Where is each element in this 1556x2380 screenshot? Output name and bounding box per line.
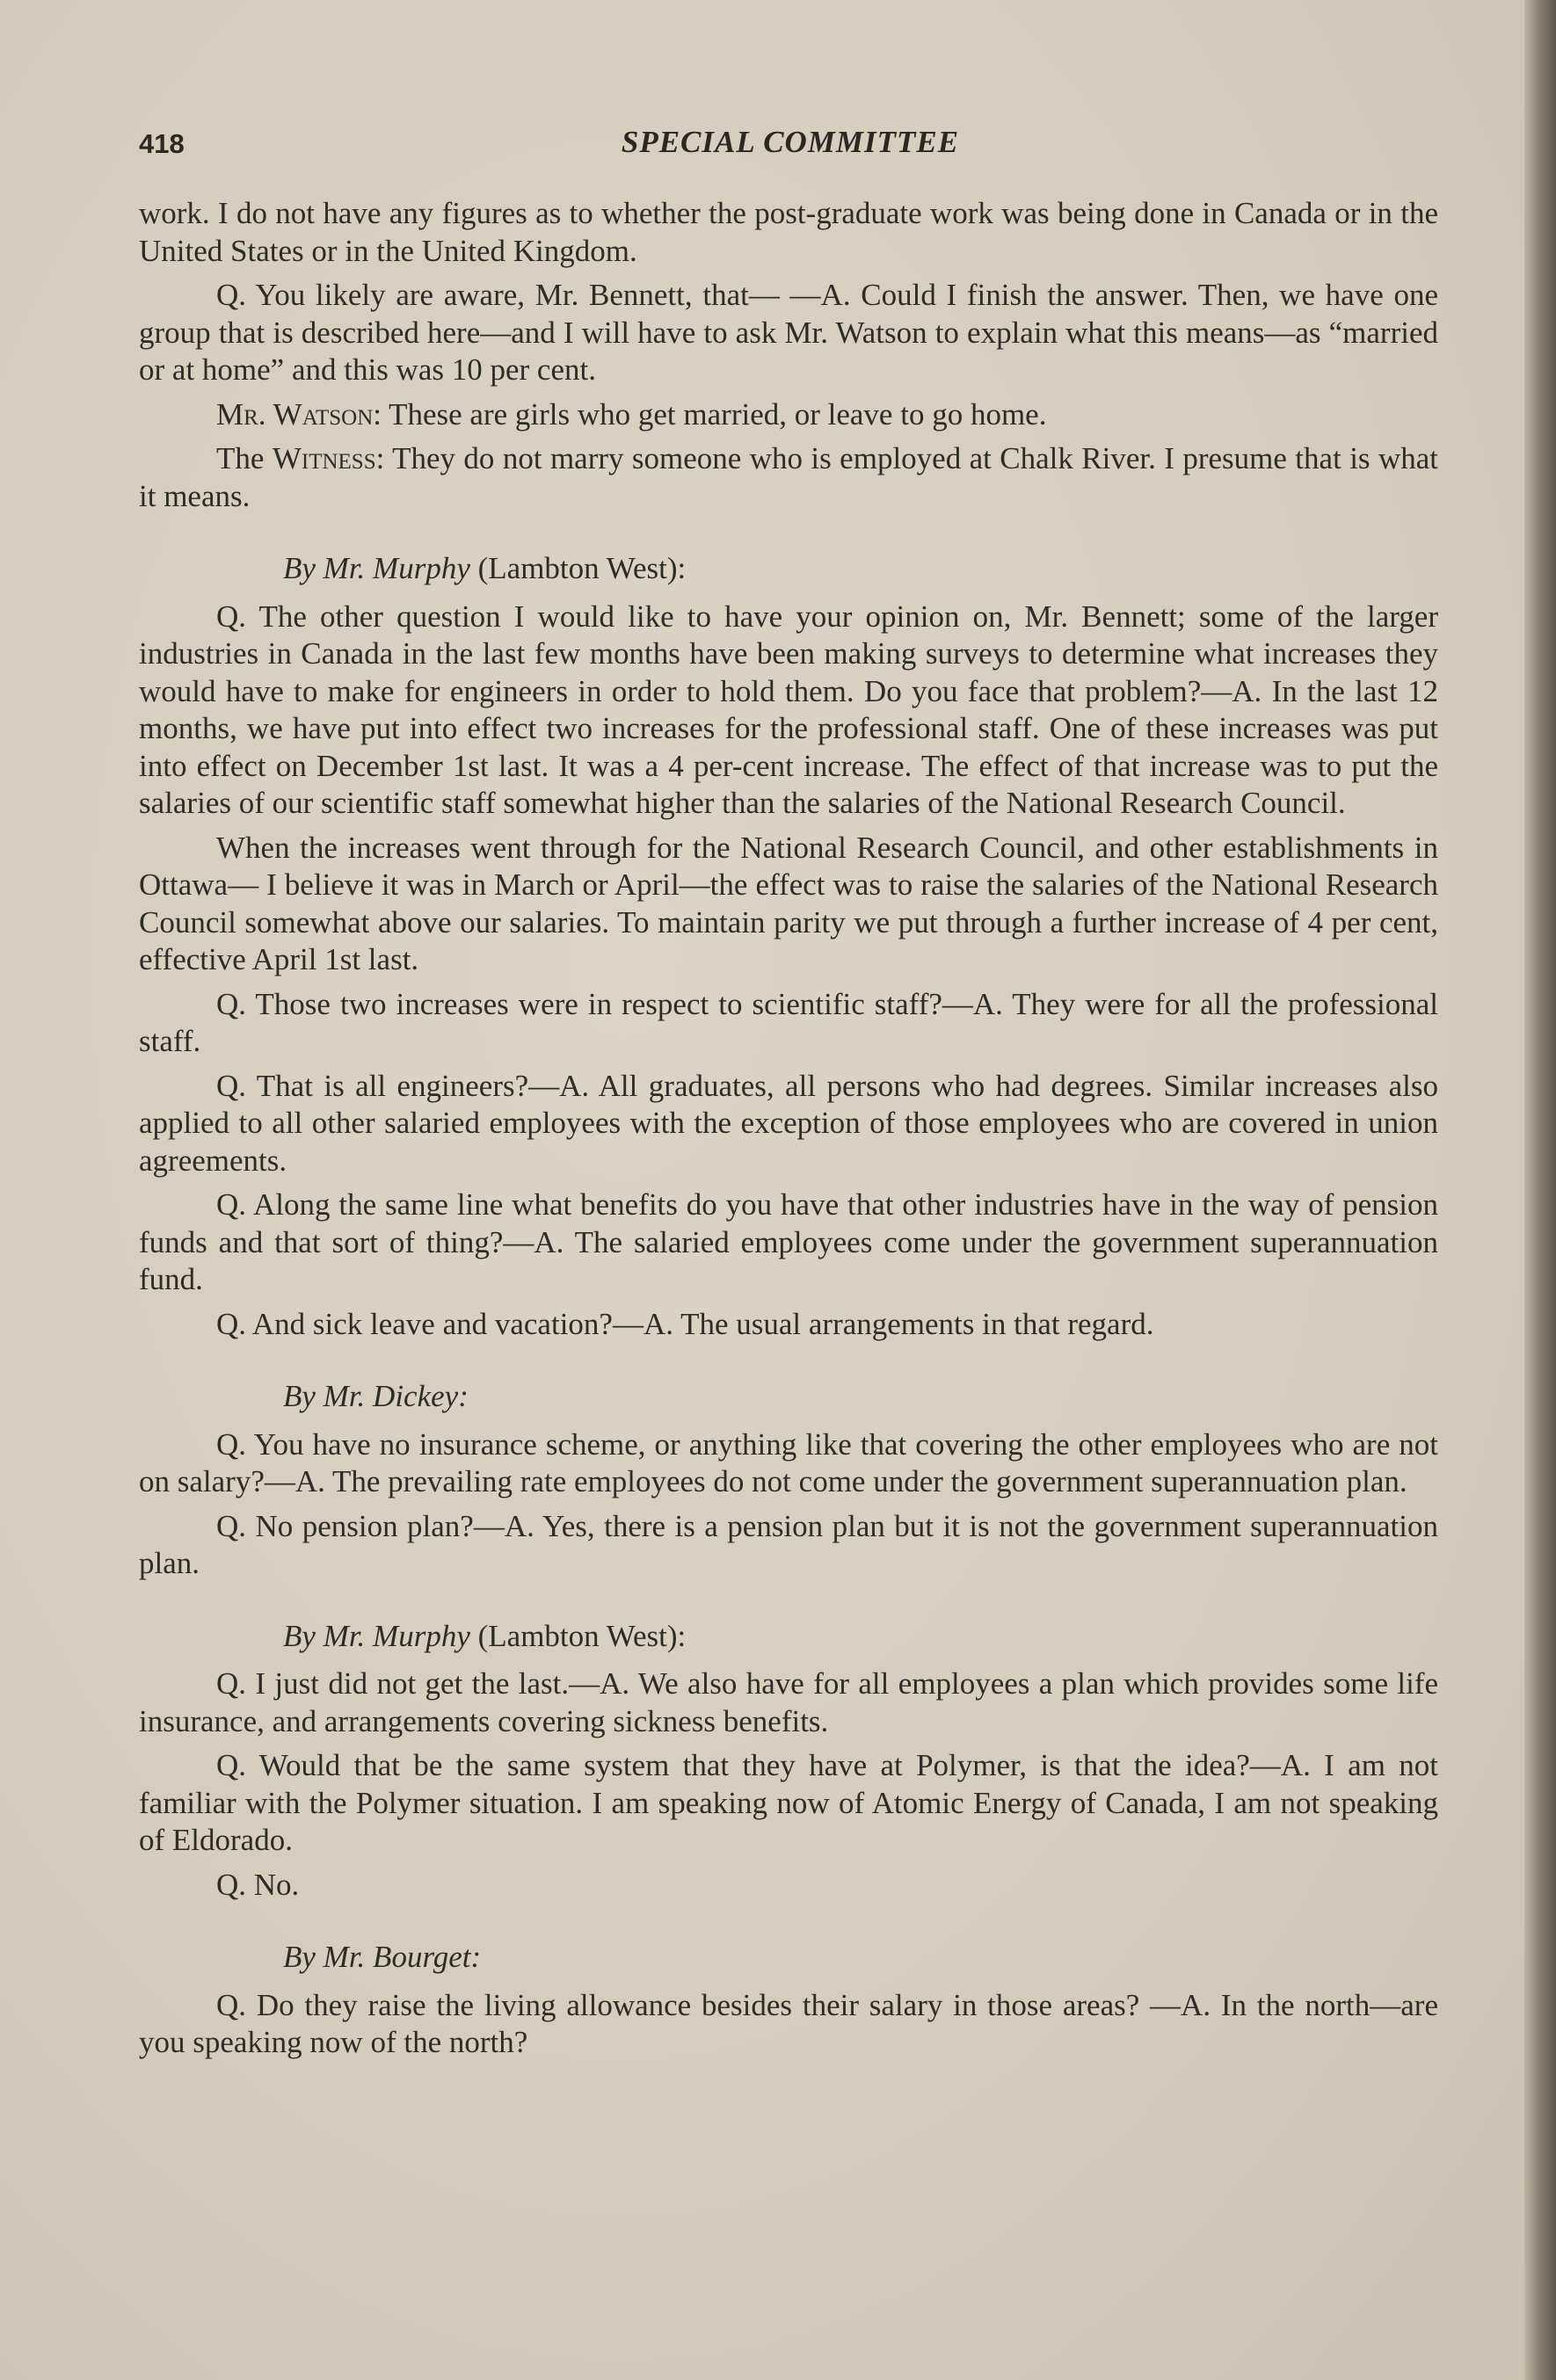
running-head: SPECIAL COMMITTEE xyxy=(621,125,960,159)
speaker-text: : These are girls who get married, or leave to go home. xyxy=(373,396,1047,432)
speaker-paragraph xyxy=(139,440,1438,515)
paragraph: Q. No pension plan?—A. Yes, there is a pension plan but it is not the government superannuation plan. xyxy=(139,1508,1438,1580)
paragraph: work. I do not have any figures as to whether the post-graduate work was being done in Canada or in the United States or in the United Kingdom. xyxy=(139,196,1438,268)
paragraph: Q. You likely are aware, Mr. Bennett, that— —A. Could I finish the answer. Then, we have one group that is described here—and I will have to ask Mr. Watson to explain what this means—as “married or at home” and this was 10 per cent. xyxy=(139,278,1438,387)
paragraph: Q. Do they raise the living allowance besides their salary in those areas? —A. In the north—are you speaking now of the north? xyxy=(139,1987,1438,2059)
examiner-name: By Mr. Bourget: xyxy=(283,1940,482,1974)
examiner-heading xyxy=(139,1618,1438,1656)
paragraph: Q. Along the same line what benefits do you have that other industries have in the way of pension funds and that sort of thing?—A. The salaried employees come under the government superannuation fund. xyxy=(139,1187,1438,1296)
paragraph: Q. Would that be the same system that they have at Polymer, is that the idea?—A. I am not familiar with the Polymer situation. I am speaking now of Atomic Energy of Canada, I am not speaking of Eldorado. xyxy=(139,1748,1438,1857)
page-number: 418 xyxy=(139,128,185,159)
paragraph: Q. That is all engineers?—A. All graduates, all persons who had degrees. Similar increases also applied to all other salaried employees with the exception of those employees who are covered in union agreements. xyxy=(139,1068,1438,1178)
speaker-name: Mr. Watson xyxy=(216,396,374,432)
examiner-riding: (Lambton West): xyxy=(469,1618,687,1653)
paragraph: Q. And sick leave and vacation?—A. The usual arrangements in that regard. xyxy=(216,1306,1154,1341)
paragraph: Q. I just did not get the last.—A. We also have for all employees a plan which provides some life insurance, and arrangements covering sickness benefits. xyxy=(139,1666,1438,1738)
examiner-heading xyxy=(139,550,1438,588)
paragraph: When the increases went through for the National Research Council, and other establishments in Ottawa— I believe it was in March or April—the effect was to raise the salaries of the National Research Council somewhat above our salaries. To maintain parity we put through a further increase of 4 per cent, effective April 1st last. xyxy=(139,830,1438,976)
examiner-heading xyxy=(139,1939,1438,1977)
speaker-text: : They do not marry someone who is employed at Chalk River. I presume that is what it means. xyxy=(139,441,1438,513)
paragraph: Q. You have no insurance scheme, or anything like that covering the other employees who are not on salary?—A. The prevailing rate employees do not come under the government superannuation plan. xyxy=(139,1426,1438,1498)
page-header xyxy=(139,125,1442,169)
speaker-prefix: The xyxy=(216,441,273,475)
paragraph: Q. Those two increases were in respect to scientific staff?—A. They were for all the professional staff. xyxy=(139,986,1438,1058)
examiner-heading xyxy=(139,1378,1438,1416)
body-text xyxy=(139,195,1438,2062)
examiner-name: By Mr. Murphy xyxy=(283,1618,470,1653)
book-gutter-shadow xyxy=(1524,0,1556,2380)
paragraph: Q. No. xyxy=(216,1867,300,1902)
examiner-riding: (Lambton West): xyxy=(469,551,687,585)
examiner-name: By Mr. Dickey: xyxy=(283,1379,469,1413)
paragraph: Q. The other question I would like to have your opinion on, Mr. Bennett; some of the larger industries in Canada in the last few months have been making surveys to determine what increases they would have to make for engineers in order to hold them. Do you face that problem?—A. In the last 12 months, we have put into effect two increases for the professional staff. One of these increases was put into effect on December 1st last. It was a 4 per-cent increase. The effect of that increase was to put the salaries of our scientific staff somewhat higher than the salaries of the National Research Council. xyxy=(139,599,1438,820)
speaker-paragraph xyxy=(139,396,1438,434)
speaker-name: Witness xyxy=(272,441,376,475)
examiner-name: By Mr. Murphy xyxy=(283,551,470,585)
